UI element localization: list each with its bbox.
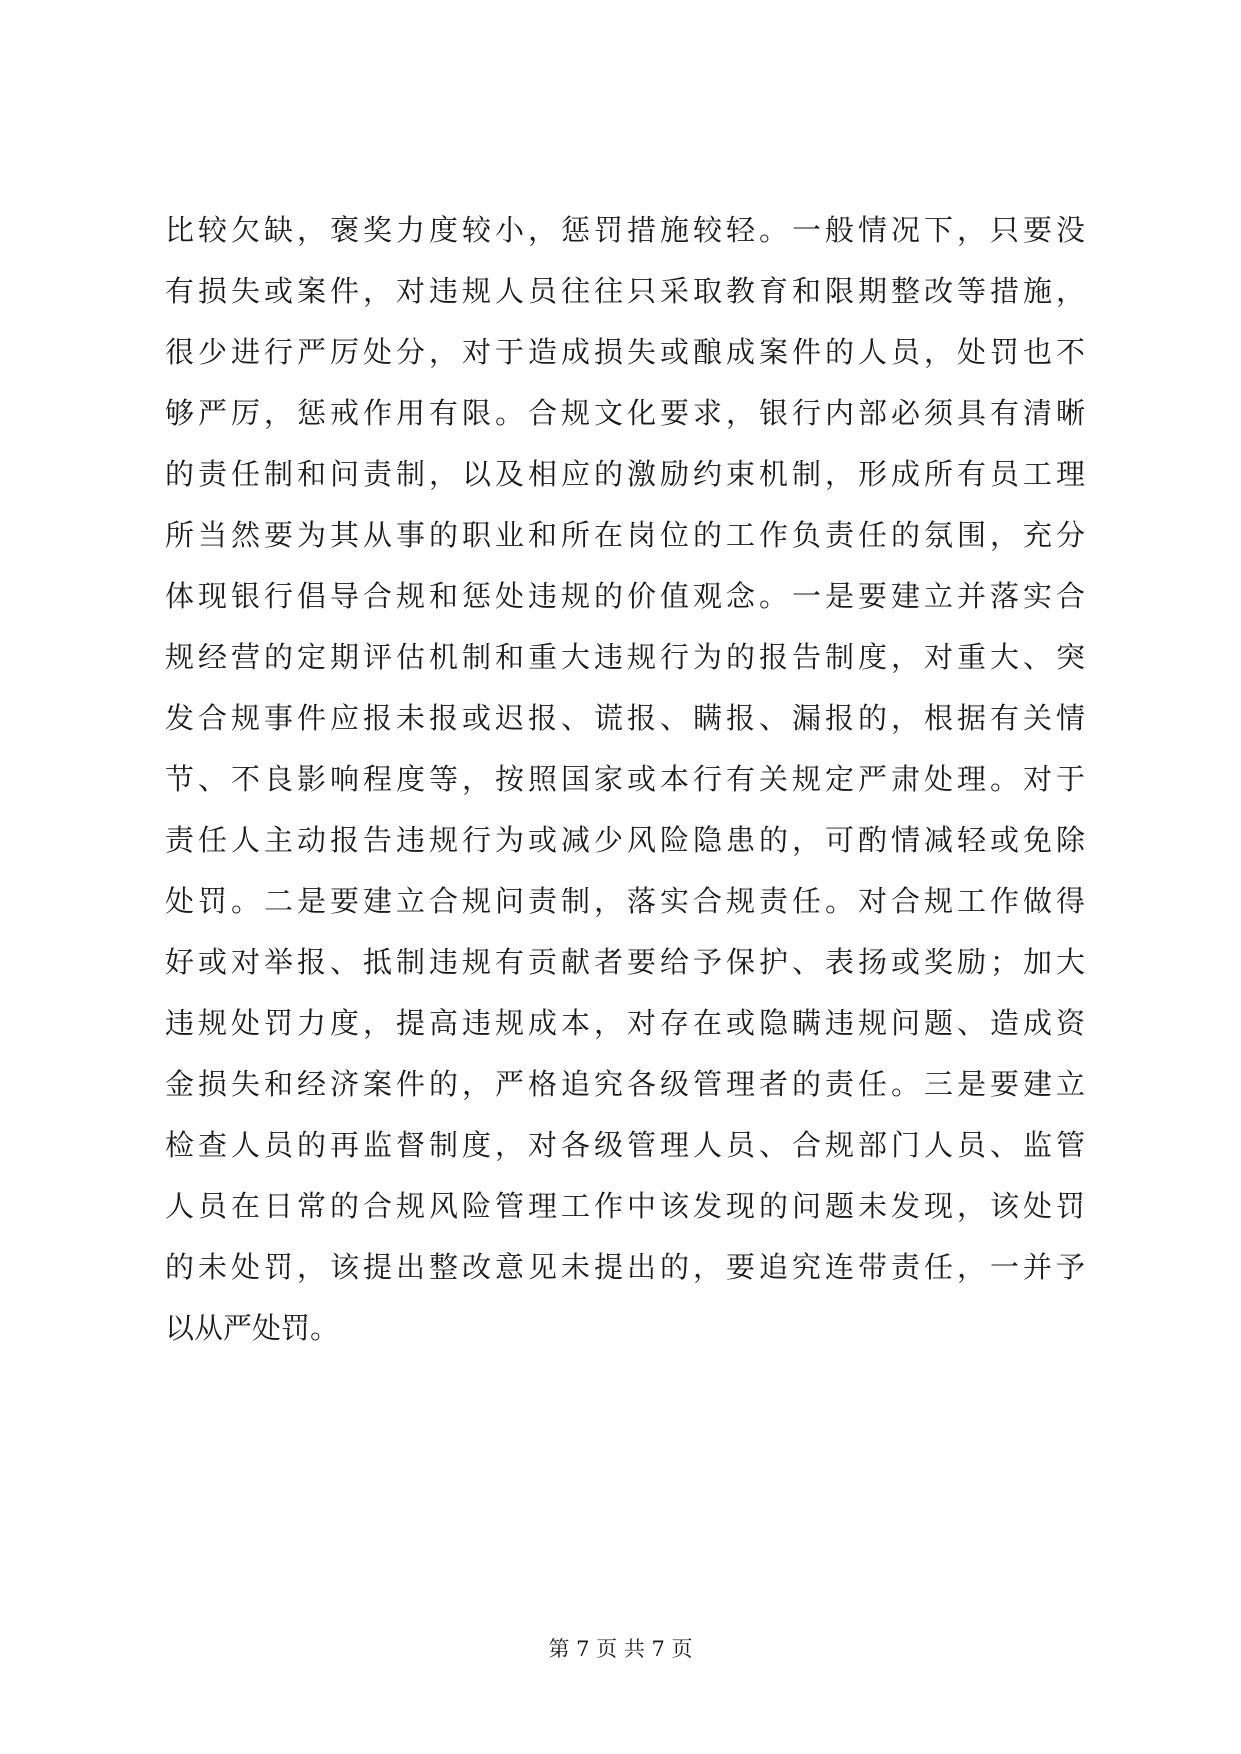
paragraph-line: 的责任制和问责制，以及相应的激励约束机制，形成所有员工理 — [165, 457, 1085, 491]
paragraph-line: 责任人主动报告违规行为或减少风险隐患的，可酌情减轻或免除 — [165, 823, 1085, 857]
paragraph-line: 金损失和经济案件的，严格追究各级管理者的责任。三是要建立 — [165, 1067, 1085, 1101]
paragraph-line: 很少进行严厉处分，对于造成损失或酿成案件的人员，处罚也不 — [165, 335, 1085, 369]
paragraph-line: 处罚。二是要建立合规问责制，落实合规责任。对合规工作做得 — [165, 884, 1085, 918]
paragraph-line: 发合规事件应报未报或迟报、谎报、瞒报、漏报的，根据有关情 — [165, 701, 1085, 735]
body-paragraph — [165, 200, 1085, 1359]
paragraph-line: 好或对举报、抵制违规有贡献者要给予保护、表扬或奖励；加大 — [165, 945, 1085, 979]
paragraph-line: 所当然要为其从事的职业和所在岗位的工作负责任的氛围，充分 — [165, 518, 1085, 552]
paragraph-line: 的未处罚，该提出整改意见未提出的，要追究连带责任，一并予 — [165, 1250, 1085, 1284]
paragraph-line: 规经营的定期评估机制和重大违规行为的报告制度，对重大、突 — [165, 640, 1085, 674]
paragraph-line: 检查人员的再监督制度，对各级管理人员、合规部门人员、监管 — [165, 1128, 1085, 1162]
paragraph-line: 体现银行倡导合规和惩处违规的价值观念。一是要建立并落实合 — [165, 579, 1085, 613]
paragraph-line: 人员在日常的合规风险管理工作中该发现的问题未发现，该处罚 — [165, 1189, 1085, 1223]
paragraph-line: 比较欠缺，褒奖力度较小，惩罚措施较轻。一般情况下，只要没 — [165, 213, 1085, 247]
page-number-footer: 第 7 页 共 7 页 — [548, 1637, 693, 1661]
paragraph-line: 节、不良影响程度等，按照国家或本行有关规定严肃处理。对于 — [165, 762, 1085, 796]
paragraph-line: 以从严处罚。 — [165, 1311, 340, 1345]
paragraph-line: 有损失或案件，对违规人员往往只采取教育和限期整改等措施， — [165, 274, 1085, 308]
paragraph-line: 违规处罚力度，提高违规成本，对存在或隐瞒违规问题、造成资 — [165, 1006, 1085, 1040]
paragraph-line: 够严厉，惩戒作用有限。合规文化要求，银行内部必须具有清晰 — [165, 396, 1085, 430]
